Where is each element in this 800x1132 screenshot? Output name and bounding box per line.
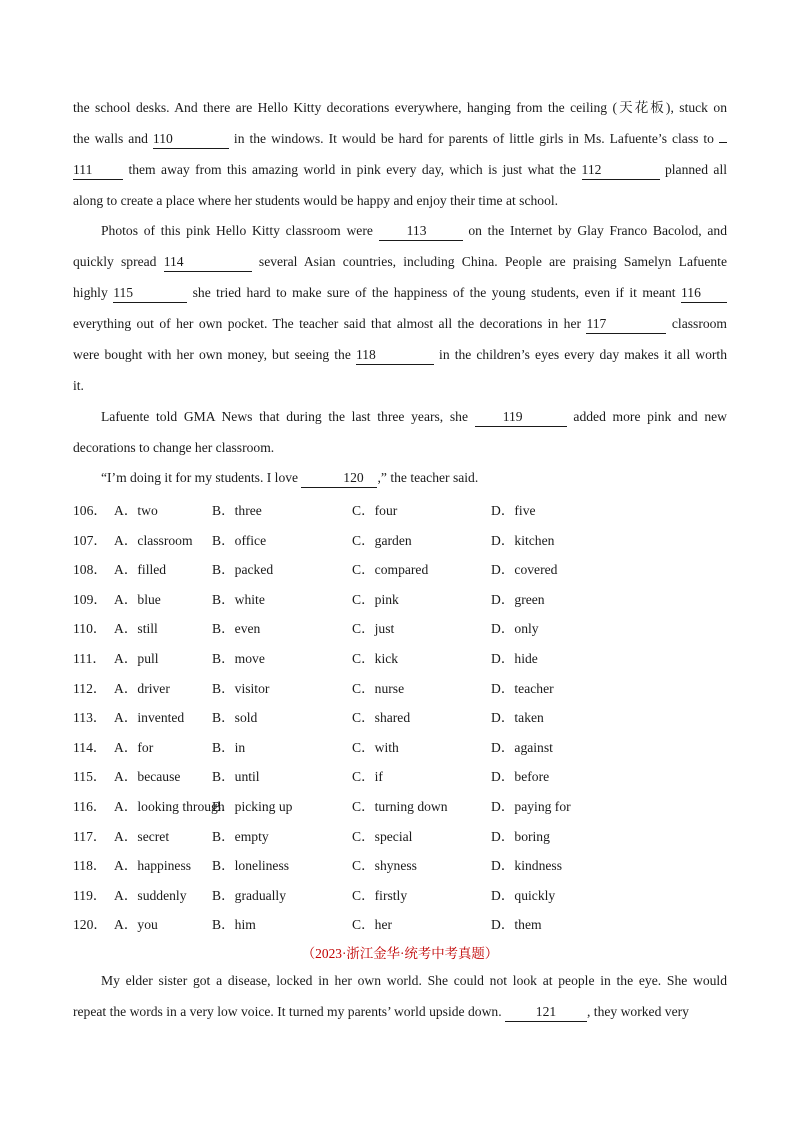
option-a: A．pull [114, 651, 159, 666]
option-c: C．pink [352, 591, 399, 607]
passage-line [73, 185, 727, 216]
option-d: D．against [491, 739, 553, 755]
option-c: C．shyness [352, 858, 417, 874]
text: them away from this amazing world in pink every day, which is just what the [128, 162, 577, 177]
option-b: B．gradually [212, 887, 286, 903]
option-c: C．four [352, 503, 398, 518]
text: quickly spread [73, 254, 157, 269]
passage-line [73, 462, 727, 493]
blank-111: 111 [73, 163, 123, 180]
option-a: A．blue [114, 591, 161, 607]
blank-stub [719, 126, 727, 143]
passage-line [73, 370, 727, 401]
text: repeat the words in a very low voice. It turned my parents’ world upside down. [73, 1004, 502, 1019]
option-row [73, 617, 727, 637]
option-d: D．quickly [491, 887, 556, 903]
text: My elder sister got a disease, locked in her own world. She could not look at people in the eye. She would [101, 973, 727, 988]
option-a: A．you [114, 917, 158, 933]
text: Lafuente told GMA News that during the last three years, she [101, 409, 468, 424]
text: , they worked very [587, 1004, 689, 1019]
option-b: B．packed [212, 562, 274, 578]
option-row [73, 588, 727, 608]
text: Photos of this pink Hello Kitty classroom were [101, 223, 373, 238]
question-number: 111． [73, 651, 106, 666]
blank-115: 115 [113, 286, 187, 303]
question-number: 112． [73, 680, 107, 696]
passage-line [73, 401, 727, 432]
text: the school desks. And there are Hello Kitty decorations everywhere, hanging from the ceiling (天花板), stuck on [73, 100, 727, 115]
option-a: A．secret [114, 828, 170, 844]
option-row [73, 765, 727, 785]
option-b: B．three [212, 503, 262, 518]
option-d: D．green [491, 591, 545, 607]
option-a: A．classroom [114, 532, 193, 548]
question-number: 110． [73, 621, 107, 637]
option-d: D．kindness [491, 858, 562, 874]
option-a: A．invented [114, 710, 185, 726]
text: along to create a place where her students would be happy and enjoy their time at school. [73, 193, 559, 208]
question-number: 108． [73, 562, 107, 578]
blank-120: 120 [301, 471, 377, 488]
option-b: B．even [212, 621, 261, 637]
option-d: D．five [491, 503, 536, 518]
blank-113: 113 [379, 224, 463, 241]
text: were bought with her own money, but seeing the [73, 347, 351, 362]
passage-line [73, 154, 727, 185]
option-d: D．paying for [491, 799, 571, 814]
option-row [73, 706, 727, 726]
blank-116: 116 [681, 286, 727, 303]
option-row [73, 499, 727, 519]
option-a: A．happiness [114, 858, 192, 874]
option-row [73, 647, 727, 667]
option-d: D．boring [491, 828, 550, 844]
question-number: 109． [73, 591, 107, 607]
passage-line [73, 965, 727, 996]
passage-line [73, 215, 727, 246]
option-row [73, 795, 727, 815]
text: ,” the teacher said. [377, 470, 479, 485]
text: the walls and [73, 131, 148, 146]
passage-line [73, 339, 727, 370]
option-d: D．teacher [491, 680, 554, 696]
option-b: B．visitor [212, 680, 270, 696]
option-b: B．him [212, 917, 256, 933]
option-d: D．before [491, 769, 550, 785]
text: “I’m doing it for my students. I love [101, 470, 299, 485]
blank-121: 121 [505, 1005, 587, 1022]
passage-line [73, 246, 727, 277]
text: everything out of her own pocket. The teacher said that almost all the decorations in her [73, 316, 582, 331]
question-number: 117． [73, 828, 107, 844]
option-c: C．turning down [352, 799, 448, 814]
question-number: 119． [73, 887, 107, 903]
passage-line [73, 277, 727, 308]
option-b: B．empty [212, 828, 269, 844]
blank-118: 118 [356, 348, 434, 365]
option-a: A．looking through [114, 799, 225, 814]
text: planned all [664, 162, 728, 177]
option-c: C．garden [352, 532, 412, 548]
passage-line [73, 432, 727, 463]
text: she tried hard to make sure of the happiness of the young students, even if it meant [192, 285, 676, 300]
blank-110: 110 [153, 132, 229, 149]
option-c: C．special [352, 828, 413, 844]
option-d: D．them [491, 917, 542, 933]
text: classroom [671, 316, 728, 331]
passage-line [73, 308, 727, 339]
option-d: D．only [491, 621, 539, 637]
blank-117: 117 [586, 317, 666, 334]
option-row [73, 913, 727, 933]
blank-119: 119 [475, 410, 567, 427]
option-c: C．with [352, 739, 399, 755]
text: decorations to change her classroom. [73, 440, 275, 455]
option-a: A．for [114, 739, 154, 755]
option-a: A．driver [114, 680, 170, 696]
text: in the windows. It would be hard for parents of little girls in Ms. Lafuente’s class to [233, 131, 714, 146]
option-c: C．kick [352, 651, 399, 666]
option-b: B．until [212, 769, 260, 785]
option-a: A．because [114, 769, 181, 785]
question-number: 116． [73, 799, 107, 814]
text: highly [73, 285, 108, 300]
blank-112: 112 [582, 163, 660, 180]
option-d: D．kitchen [491, 532, 555, 548]
source-label: （2023·浙江金华·统考中考真题） [301, 946, 499, 961]
option-row [73, 736, 727, 756]
option-a: A．two [114, 503, 158, 518]
passage-line [73, 92, 727, 123]
text: several Asian countries, including China. People are praising Samelyn Lafuente [258, 254, 727, 269]
option-a: A．still [114, 621, 158, 637]
question-number: 107． [73, 532, 107, 548]
question-number: 113． [73, 710, 107, 726]
option-b: B．white [212, 591, 265, 607]
passage-line [73, 996, 727, 1027]
option-b: B．in [212, 739, 246, 755]
option-row [73, 529, 727, 549]
option-d: D．taken [491, 710, 544, 726]
text: in the children’s eyes every day makes it all worth [439, 347, 728, 362]
text: on the Internet by Glay Franco Bacolod, and [468, 223, 727, 238]
option-b: B．picking up [212, 799, 293, 814]
option-row [73, 825, 727, 845]
option-row [73, 677, 727, 697]
option-c: C．firstly [352, 887, 408, 903]
question-number: 114． [73, 739, 107, 755]
option-c: C．if [352, 769, 383, 785]
option-row [73, 884, 727, 904]
option-d: D．hide [491, 651, 538, 666]
option-c: C．just [352, 621, 395, 637]
question-number: 115． [73, 769, 107, 785]
option-b: B．sold [212, 710, 258, 726]
blank-114: 114 [164, 255, 252, 272]
option-c: C．shared [352, 710, 411, 726]
passage-line [73, 123, 727, 154]
option-b: B．move [212, 651, 265, 666]
option-c: C．nurse [352, 680, 405, 696]
option-b: B．office [212, 532, 267, 548]
question-number: 106． [73, 503, 107, 518]
option-a: A．filled [114, 562, 167, 578]
question-number: 118． [73, 858, 107, 874]
option-b: B．loneliness [212, 858, 290, 874]
option-c: C．compared [352, 562, 429, 578]
option-d: D．covered [491, 562, 558, 578]
option-a: A．suddenly [114, 887, 187, 903]
option-row [73, 558, 727, 578]
option-row [73, 854, 727, 874]
text: it. [73, 378, 84, 393]
question-number: 120． [73, 917, 107, 933]
option-c: C．her [352, 917, 393, 933]
text: added more pink and new [573, 409, 727, 424]
